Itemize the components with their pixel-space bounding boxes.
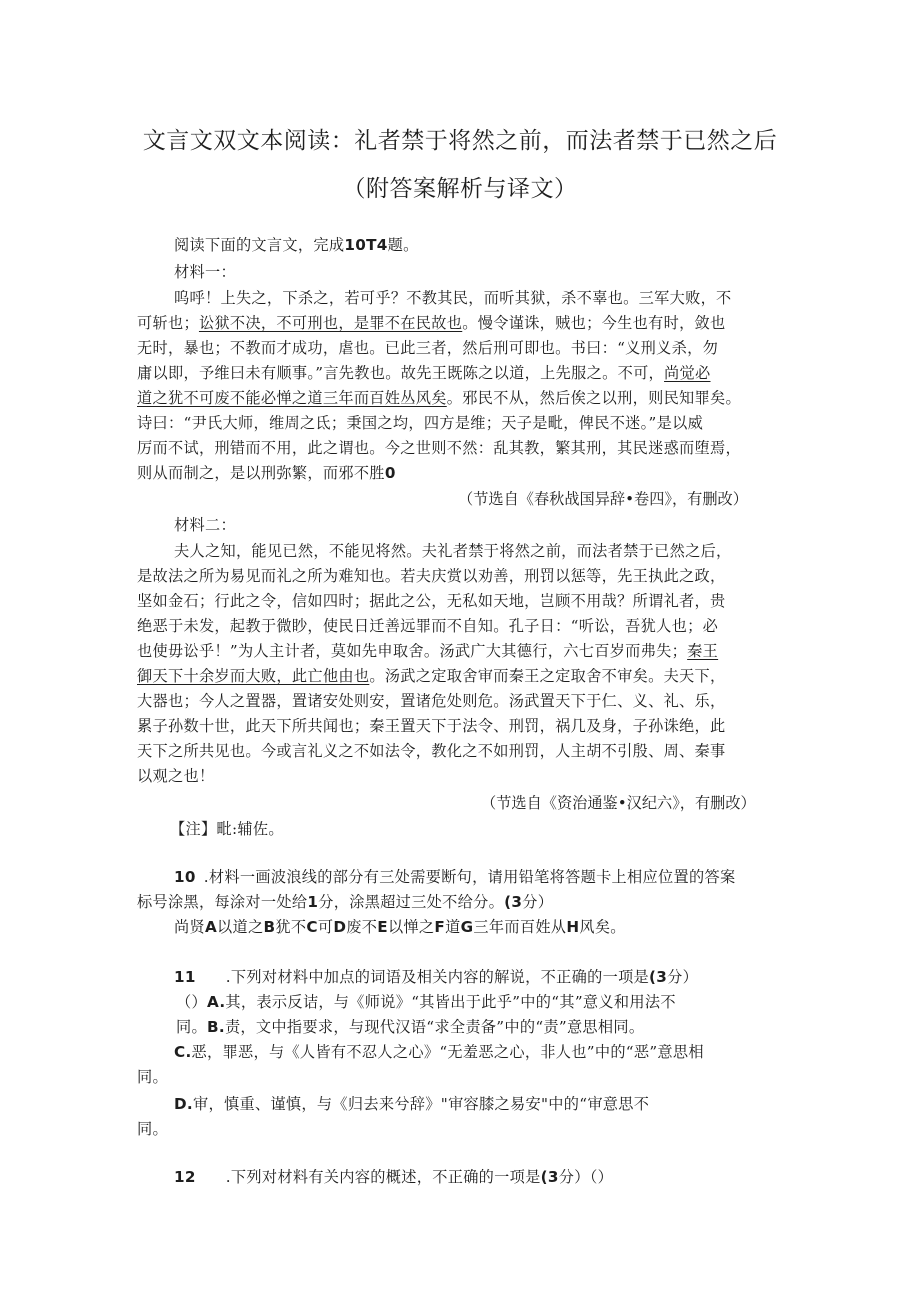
material1-line-2: 可斩也；讼狱不决，不可刑也，是罪不在民故也。慢令谨诛，贼也；今生也有时，敛也	[137, 314, 726, 332]
material2-label: 材料二：	[174, 516, 236, 534]
material1-label: 材料一：	[174, 263, 236, 281]
material1-line-6: 诗曰：“尹氏大师，维周之氐；秉国之均，四方是维；天子是毗，俾民不迷。”是以威	[137, 414, 704, 432]
question-11-option-b: 同。B.责，文中指要求，与现代汉语“求全责备”中的“责”意思相同。	[176, 1018, 645, 1036]
annotation-note: 【注】毗:辅佐。	[170, 820, 284, 838]
question-11-option-c-cont: 同。	[137, 1068, 168, 1086]
question-12-stem: 12 .下列对材料有关内容的概述，不正确的一项是(3分）（）	[174, 1168, 614, 1186]
material2-line-7: 大器也；今人之置器，置诸安处则安，置诸危处则危。汤武置天下于仁、义、礼、乐，	[137, 692, 726, 710]
material2-line-9: 天下之所共见也。今或言礼义之不如法令，教化之不如刑罚，人主胡不引殷、周、秦事	[137, 742, 726, 760]
question-10-scoring: 标号涂黑，每涂对一处给1分，涂黑超过三处不给分。(3分）	[137, 893, 554, 911]
material2-line-6: 御天下十余岁而大败，此亡他由也。汤武之定取舍审而秦王之定取舍不审矣。夫天下，	[137, 667, 726, 685]
material2-source: （节选自《资治通鉴•汉纪六》，有删改）	[481, 794, 756, 812]
material1-line-8: 则从而制之，是以刑弥繁，而邪不胜0	[137, 464, 396, 482]
material2-line-4: 绝恶于未发，起教于微眇，使民日迁善远罪而不自知。孔子日：“听讼，吾犹人也；必	[137, 617, 719, 635]
material1-line-7: 厉而不试，刑错而不用，此之谓也。今之世则不然：乱其教，繁其刑，其民迷惑而堕焉，	[137, 439, 742, 457]
material2-line-10: 以观之也！	[137, 767, 215, 785]
material1-line-1: 呜呼！上失之，下杀之，若可乎？不教其民，而听其狱，杀不辜也。三军大败，不	[174, 289, 732, 307]
underlined-phrase: 御天下十余岁而大败，此亡他由也	[137, 667, 370, 685]
instruction-line: 阅读下面的文言文，完成10T4题。	[174, 236, 419, 254]
material2-line-3: 坚如金石；行此之令，信如四时；据此之公，无私如天地，岂顾不用哉？所谓礼者，贵	[137, 592, 726, 610]
question-10-stem: 10 .材料一画波浪线的部分有三处需要断句，请用铅笔将答题卡上相应位置的答案	[174, 868, 736, 886]
material2-line-1: 夫人之知，能见已然，不能见将然。夫礼者禁于将然之前，而法者禁于已然之后，	[174, 542, 732, 560]
underlined-phrase: 秦王	[687, 642, 719, 660]
question-11-option-d-cont: 同。	[137, 1120, 168, 1138]
material1-line-5: 道之犹不可废不能必惮之道三年而百姓丛风矣。邪民不从，然后俟之以刑，则民知罪矣。	[137, 389, 742, 407]
underlined-phrase: 讼狱不决，不可刑也，是罪不在民故也	[198, 314, 463, 332]
material1-line-3: 无时，暴也；不教而才成功，虐也。已此三者，然后刑可即也。书曰：“义刑义杀，勿	[137, 339, 719, 357]
document-subtitle: （附答案解析与译文）	[342, 176, 578, 202]
question-11-option-d: D.审，慎重、谨慎，与《归去来兮辞》"审容膝之易安"中的“审意思不	[174, 1095, 650, 1113]
material2-line-2: 是故法之所为易见而礼之所为难知也。若夫庆赏以劝善，刑罚以惩等，先王执此之政，	[137, 567, 726, 585]
question-11-option-a: （）A.其，表示反诘，与《师说》“其皆出于此乎”中的“其”意义和用法不	[176, 993, 676, 1011]
question-11-stem: 11 .下列对材料中加点的词语及相关内容的解说，不正确的一项是(3分）	[174, 968, 699, 986]
wavy-line-phrase: 尚觉必	[664, 364, 711, 382]
document-title: 文言文双文本阅读：礼者禁于将然之前，而法者禁于已然之后	[142, 128, 778, 154]
material2-line-8: 累子孙数十世，此天下所共闻也；秦王置天下于法令、刑罚，祸几及身，子孙诛绝，此	[137, 717, 726, 735]
question-11-option-c: C.恶，罪恶，与《人皆有不忍人之心》“无羞恶之心，非人也”中的“恶”意思相	[174, 1043, 704, 1061]
material2-line-5: 也使毋讼乎！”为人主计者，莫如先申取舍。汤武广大其德行，六七百岁而弗失；秦王	[137, 642, 719, 660]
material1-line-4: 庸以即，予维曰未有顺事。”言先教也。故先王既陈之以道，上先服之。不可，尚觉必	[137, 364, 711, 382]
question-10-options: 尚贤A以道之B犹不C可D废不E以惮之F道G三年而百姓从H风矣。	[174, 918, 626, 936]
wavy-line-phrase: 道之犹不可废不能必惮之道三年而百姓丛风矣	[137, 389, 447, 407]
material1-source: （节选自《春秋战国异辞•卷四》，有删改）	[458, 490, 748, 508]
